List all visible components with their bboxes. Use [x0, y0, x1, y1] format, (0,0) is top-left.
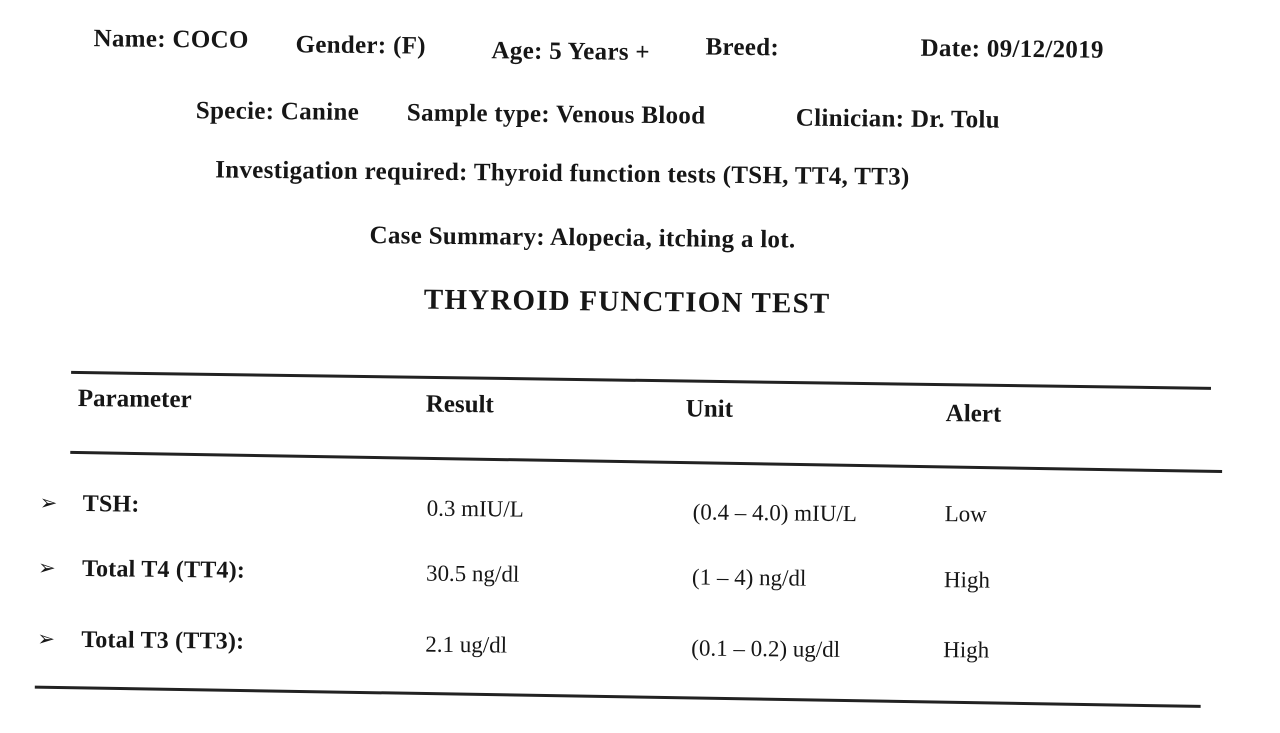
row-alert: High [943, 567, 991, 593]
case-summary-line: Case Summary: Alopecia, itching a lot. [369, 222, 796, 254]
patient-age-field: Age: 5 Years + [491, 37, 651, 66]
specie-field: Specie: Canine [195, 97, 360, 126]
patient-breed-field: Breed: [705, 33, 780, 62]
row-result: 0.3 mIU/L [426, 495, 524, 522]
row-result: 30.5 ng/dl [425, 560, 520, 587]
row-unit-range: (0.1 – 0.2) ug/dl [691, 635, 841, 662]
arrow-bullet-icon: ➢ [39, 490, 58, 515]
arrow-bullet-icon: ➢ [37, 555, 56, 580]
investigation-required-line: Investigation required: Thyroid function tests (TSH, TT4, TT3) [215, 156, 910, 191]
table-top-rule [71, 371, 1211, 390]
report-title: THYROID FUNCTION TEST [423, 283, 831, 320]
column-header-alert: Alert [945, 400, 1002, 428]
table-header-divider-rule [70, 451, 1222, 473]
row-parameter: TSH: [82, 491, 140, 518]
row-alert: Low [944, 501, 987, 527]
row-unit-range: (1 – 4) ng/dl [691, 564, 807, 591]
row-unit-range: (0.4 – 4.0) mIU/L [692, 499, 857, 527]
report-date-field: Date: 09/12/2019 [920, 34, 1104, 64]
sample-type-field: Sample type: Venous Blood [406, 99, 706, 130]
row-parameter: Total T4 (TT4): [81, 556, 246, 584]
arrow-bullet-icon: ➢ [37, 626, 56, 651]
patient-gender-field: Gender: (F) [295, 31, 427, 60]
patient-name-field: Name: COCO [93, 25, 249, 54]
column-header-parameter: Parameter [77, 384, 192, 414]
clinician-field: Clinician: Dr. Tolu [795, 104, 1001, 134]
table-bottom-rule [35, 686, 1201, 708]
row-result: 2.1 ug/dl [425, 631, 508, 658]
column-header-unit: Unit [685, 395, 734, 423]
column-header-result: Result [425, 390, 494, 419]
row-parameter: Total T3 (TT3): [81, 627, 245, 655]
row-alert: High [943, 637, 990, 663]
